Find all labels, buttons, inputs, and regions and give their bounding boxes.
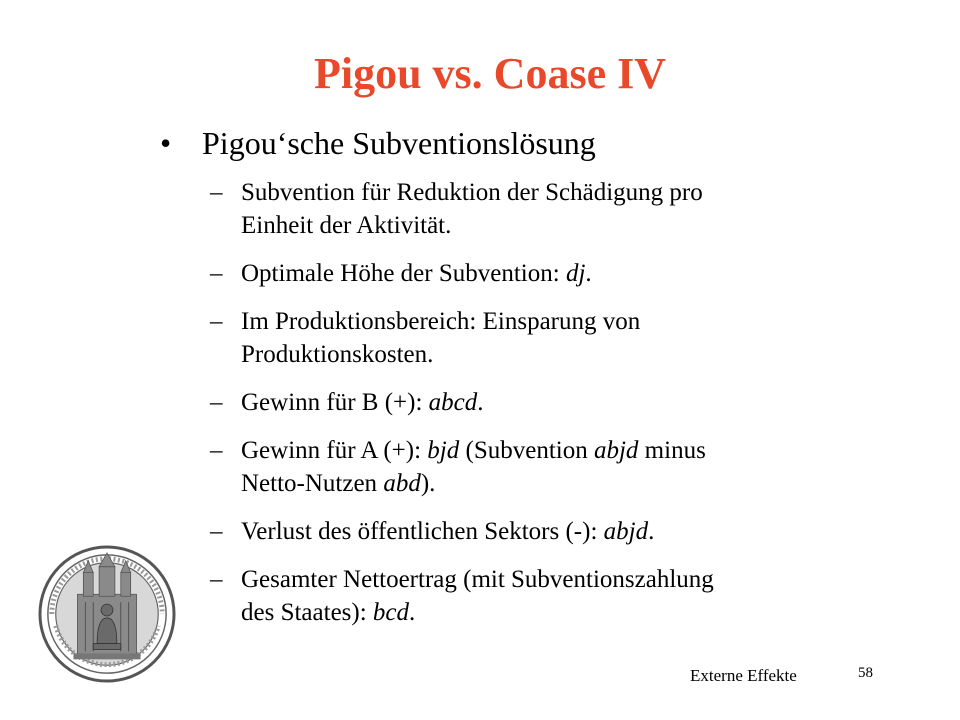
sub-bullet-dash: –	[210, 518, 223, 545]
sub-bullet	[210, 434, 870, 500]
sub-bullet-line	[241, 257, 870, 290]
text-run: Einheit der Aktivität.	[241, 212, 452, 239]
sub-bullet	[210, 563, 870, 629]
sub-bullet-dash: –	[210, 389, 223, 416]
sub-bullet-line	[241, 563, 870, 596]
italic-term: abjd	[593, 437, 639, 464]
sub-bullet	[210, 257, 870, 290]
italic-term: abd	[383, 470, 421, 497]
sub-bullet-line	[241, 515, 870, 548]
university-seal-icon	[38, 545, 176, 683]
text-run: (Subvention	[459, 437, 594, 464]
sub-bullet-line	[241, 434, 870, 467]
text-run: .	[585, 260, 592, 287]
main-bullet-text: Pigou‘sche Subventionslösung	[202, 125, 596, 161]
text-run: Optimale Höhe der Subvention:	[241, 260, 566, 287]
sub-bullet	[210, 305, 870, 371]
sub-bullet	[210, 176, 870, 242]
sub-bullet	[210, 386, 870, 419]
text-run: minus	[638, 437, 706, 464]
italic-term: bjd	[427, 437, 460, 464]
sub-bullet-line	[241, 176, 870, 209]
text-run: .	[477, 389, 484, 416]
slide-title: Pigou vs. Coase IV	[313, 49, 667, 98]
text-run: Subvention für Reduktion der Schädigung pro	[241, 179, 703, 206]
sub-bullet-dash: –	[210, 566, 223, 593]
sub-bullet	[210, 515, 870, 548]
sub-bullet-dash: –	[210, 308, 223, 335]
text-run: .	[409, 599, 416, 626]
sub-bullet-line	[241, 596, 870, 629]
sub-bullet-line	[241, 338, 870, 371]
sub-bullet-line	[241, 305, 870, 338]
text-run: Gesamter Nettoertrag (mit Subventionszahlung	[241, 566, 714, 593]
bullet-dot: •	[160, 125, 172, 161]
text-run: Produktionskosten.	[241, 341, 434, 368]
text-run: Gewinn für B (+):	[241, 389, 429, 416]
sub-bullet-line	[241, 467, 870, 500]
text-run: Im Produktionsbereich: Einsparung von	[241, 308, 641, 335]
sub-bullet-line	[241, 386, 870, 419]
italic-term: abcd	[428, 389, 478, 416]
text-run: .	[648, 518, 655, 545]
sub-bullet-line	[241, 209, 870, 242]
sub-bullet-dash: –	[210, 179, 223, 206]
text-run: ).	[420, 470, 436, 497]
footer-text: Externe Effekte	[690, 666, 797, 685]
italic-term: bcd	[372, 599, 410, 626]
sub-bullet-list	[210, 176, 870, 644]
text-run: Gewinn für A (+):	[241, 437, 428, 464]
text-run: Verlust des öffentlichen Sektors (-):	[241, 518, 604, 545]
text-run: Netto-Nutzen	[241, 470, 384, 497]
text-run: des Staates):	[241, 599, 373, 626]
sub-bullet-dash: –	[210, 260, 223, 287]
page-number: 58	[858, 665, 873, 681]
sub-bullet-dash: –	[210, 437, 223, 464]
italic-term: abjd	[603, 518, 649, 545]
italic-term: dj	[565, 260, 586, 287]
